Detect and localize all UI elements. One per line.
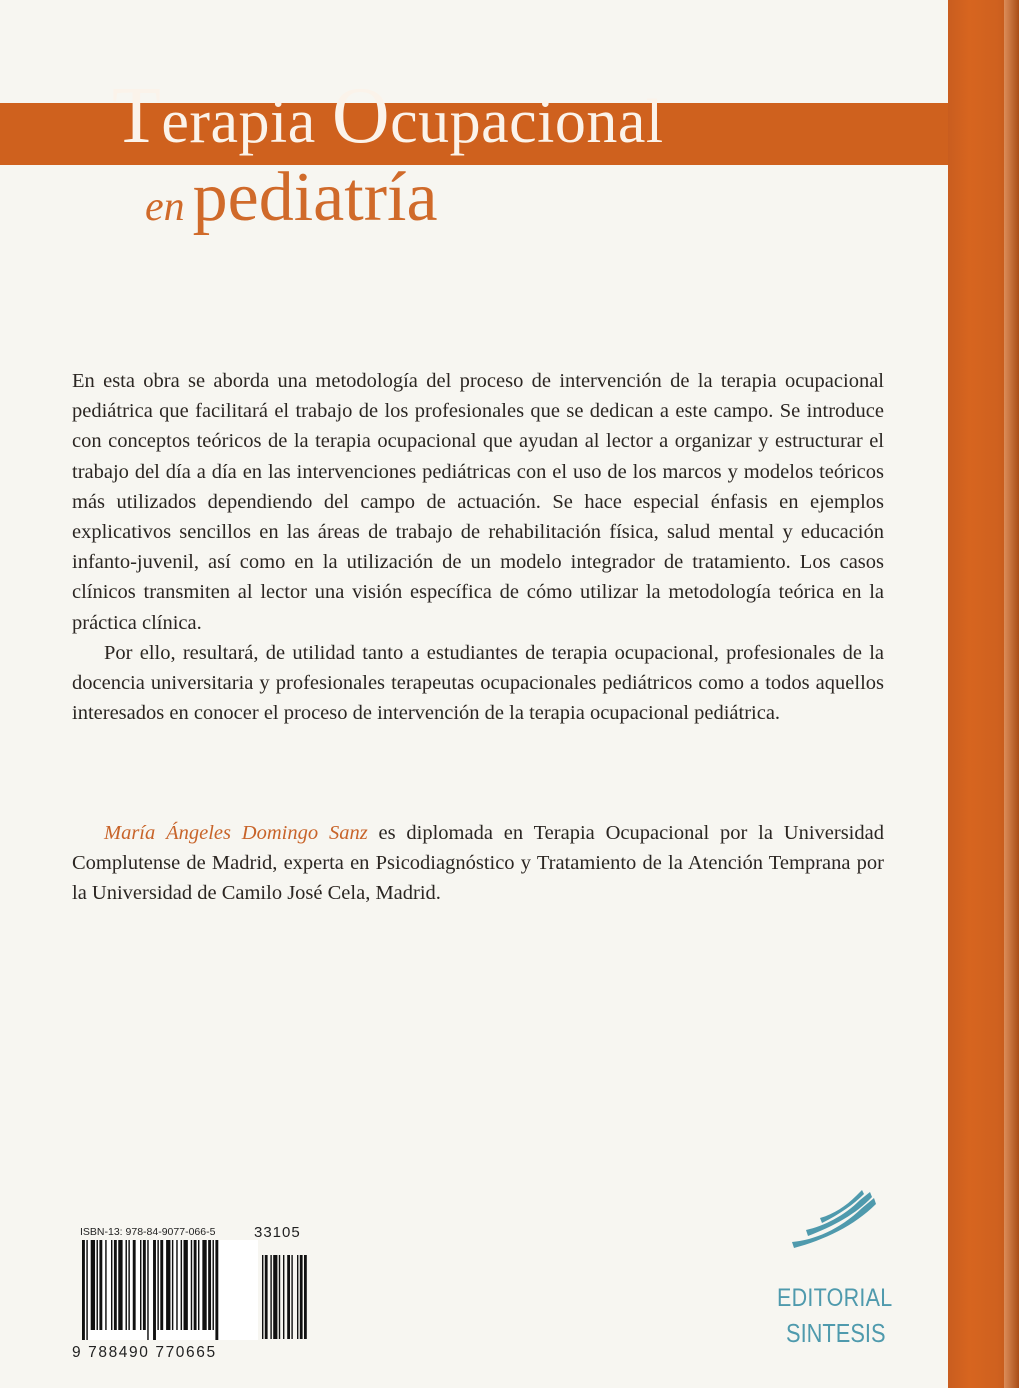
publisher-line-2: SINTESIS — [786, 1318, 886, 1348]
book-title — [112, 72, 664, 160]
author-name: María Ángeles Domingo Sanz — [104, 822, 368, 844]
subtitle-pediatria: pediatría — [192, 159, 438, 236]
book-subtitle — [145, 159, 438, 236]
title-initial-o: O — [331, 72, 391, 160]
isbn-label: ISBN-13: 978-84-9077-066-5 — [80, 1226, 216, 1238]
addon-barcode — [262, 1255, 312, 1339]
blurb-text — [72, 366, 884, 728]
title-initial-t: T — [112, 72, 162, 160]
blurb-paragraph-2: Por ello, resultará, de utilidad tanto a estudiantes de terapia ocupacional, profesionales de la docencia universitaria y profesionales terapeutas ocupacionales pediátricos como a todos aquellos interesados en conocer el proceso de intervención de la terapia ocupacional pediátrica. — [72, 641, 884, 725]
author-bio — [72, 818, 884, 909]
barcode-addon-number: 33105 — [254, 1224, 301, 1241]
author-paragraph — [72, 818, 884, 909]
ean-digits: 9 788490 770665 — [72, 1344, 217, 1361]
ean-barcode — [82, 1240, 258, 1340]
spine-edge-shading — [1004, 0, 1019, 1388]
blurb-paragraph-1: En esta obra se aborda una metodología del proceso de intervención de la terapia ocupacional pediátrica que facilitará el trabajo de los profesionales que se dedican a este campo. Se introduce con conceptos teóricos de la terapia ocupacional que ayudan al lector a organizar y estructurar el trabajo del día a día en las intervenciones pediátricas con el uso de los marcos y modelos teóricos más utilizados dependiendo del campo de actuación. Se hace especial énfasis en ejemplos explicativos sencillos en las áreas de trabajo de rehabilitación física, salud mental y educación infanto-juvenil, así como en la utilización de un modelo integrador de tratamiento. Los casos clínicos transmiten al lector una visión específica de cómo utilizar la metodología teórica en la práctica clínica. — [72, 370, 884, 634]
publisher-line-1: EDITORIAL — [777, 1284, 893, 1312]
author-bio-text: es diplomada en Terapia Ocupacional por la Universidad Complutense de Madrid, experta en Psicodiagnóstico y Tratamiento de la Atención Temprana por la Universidad de Camilo José Cela, Madrid. — [72, 822, 884, 905]
subtitle-en: en — [145, 184, 185, 230]
title-word-terapia: erapia — [161, 88, 332, 156]
publisher-logo-icon — [784, 1190, 884, 1250]
title-word-ocupacional: cupacional — [390, 88, 664, 156]
